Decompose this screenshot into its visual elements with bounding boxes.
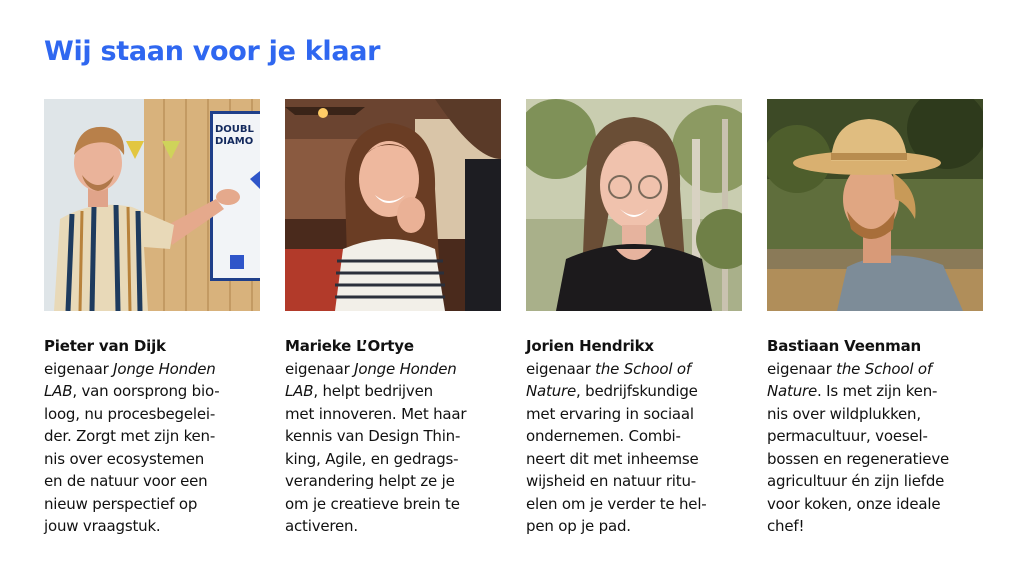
- bio-text: loog, nu procesbegelei-: [44, 404, 216, 423]
- bio-text: eigenaar: [767, 359, 837, 378]
- person-bio: [526, 358, 742, 538]
- bio-line: [285, 425, 501, 448]
- bio-text: , bedrijfskundige: [576, 382, 698, 400]
- bio-emphasis: LAB: [44, 382, 73, 400]
- team-card: [44, 99, 260, 538]
- bio-line: [767, 425, 983, 448]
- person-bio: [44, 358, 260, 538]
- bio-line: [44, 358, 260, 381]
- bio-text: activeren.: [285, 517, 358, 535]
- bio-text: verandering helpt ze je: [285, 472, 455, 490]
- bio-line: [44, 448, 260, 471]
- bio-text: met ervaring in sociaal: [526, 404, 694, 423]
- bio-line: [526, 493, 742, 516]
- bio-text: elen om je verder te hel-: [526, 494, 707, 513]
- bio-line: [526, 470, 742, 493]
- bio-text: ondernemen. Combi-: [526, 427, 681, 445]
- bio-text: nis over ecosystemen: [44, 449, 205, 468]
- bio-text: om je creatieve brein te: [285, 494, 460, 513]
- bio-line: [44, 403, 260, 426]
- bio-text: , van oorsprong bio-: [72, 382, 220, 400]
- bio-line: [44, 493, 260, 516]
- bio-text: der. Zorgt met zijn ken-: [44, 427, 216, 445]
- page-title: Wij staan voor je klaar: [44, 36, 381, 67]
- bio-text: eigenaar: [285, 359, 355, 378]
- photo-woman-with-glasses-outdoor: [526, 99, 742, 311]
- team-card: [285, 99, 501, 538]
- photo-man-with-straw-hat: [767, 99, 983, 311]
- bio-line: [285, 448, 501, 471]
- bio-line: [44, 380, 260, 403]
- person-name: Bastiaan Veenman: [767, 337, 921, 355]
- bio-text: eigenaar: [44, 359, 114, 378]
- bio-emphasis: Nature: [767, 382, 817, 400]
- bio-line: [526, 515, 742, 538]
- bio-text: agricultuur én zijn liefde: [767, 472, 945, 490]
- bio-text: jouw vraagstuk.: [44, 517, 161, 535]
- bio-line: [526, 403, 742, 426]
- bio-line: [285, 493, 501, 516]
- bio-text: neert dit met inheemse: [526, 449, 699, 468]
- bio-line: [767, 470, 983, 493]
- person-name: Jorien Hendrikx: [526, 337, 654, 355]
- bio-line: [44, 425, 260, 448]
- bio-emphasis: Jonge Honden: [113, 359, 216, 378]
- bio-text: met innoveren. Met haar: [285, 404, 467, 423]
- bio-text: pen op je pad.: [526, 517, 631, 535]
- person-name: Marieke L’Ortye: [285, 337, 414, 355]
- screen-text-2: DIAMO: [215, 136, 254, 147]
- bio-text: eigenaar: [526, 359, 596, 378]
- bio-text: nis over wildplukken,: [767, 404, 921, 423]
- bio-line: [526, 448, 742, 471]
- bio-line: [767, 493, 983, 516]
- photo-presenter-at-screen: [44, 99, 260, 311]
- bio-emphasis: LAB: [285, 382, 314, 400]
- bio-text: . Is met zijn ken-: [817, 382, 938, 400]
- bio-line: [285, 403, 501, 426]
- bio-line: [767, 403, 983, 426]
- bio-text: permacultuur, voesel-: [767, 427, 928, 445]
- bio-text: kennis van Design Thin-: [285, 427, 461, 445]
- bio-line: [767, 515, 983, 538]
- bio-line: [44, 515, 260, 538]
- bio-line: [285, 358, 501, 381]
- person-bio: [767, 358, 983, 538]
- bio-line: [526, 380, 742, 403]
- bio-text: nieuw perspectief op: [44, 494, 198, 513]
- bio-text: wijsheid en natuur ritu-: [526, 472, 696, 490]
- bio-text: king, Agile, en gedrags-: [285, 449, 459, 468]
- person-bio: [285, 358, 501, 538]
- bio-emphasis: Jonge Honden: [354, 359, 457, 378]
- bio-line: [285, 515, 501, 538]
- team-card: [526, 99, 742, 538]
- bio-line: [526, 358, 742, 381]
- bio-text: en de natuur voor een: [44, 472, 208, 490]
- bio-line: [767, 358, 983, 381]
- bio-line: [767, 448, 983, 471]
- bio-emphasis: the School of: [595, 359, 691, 378]
- bio-line: [526, 425, 742, 448]
- bio-text: voor koken, onze ideale: [767, 494, 941, 513]
- bio-line: [285, 470, 501, 493]
- bio-line: [285, 380, 501, 403]
- screen-text-1: DOUBL: [215, 124, 254, 135]
- bio-line: [44, 470, 260, 493]
- bio-text: , helpt bedrijven: [313, 382, 433, 400]
- bio-emphasis: the School of: [836, 359, 932, 378]
- bio-line: [767, 380, 983, 403]
- person-name: Pieter van Dijk: [44, 337, 166, 355]
- team-card: [767, 99, 983, 538]
- bio-text: bossen en regeneratieve: [767, 449, 950, 468]
- bio-text: chef!: [767, 517, 805, 535]
- bio-emphasis: Nature: [526, 382, 576, 400]
- photo-smiling-woman-indoor: [285, 99, 501, 311]
